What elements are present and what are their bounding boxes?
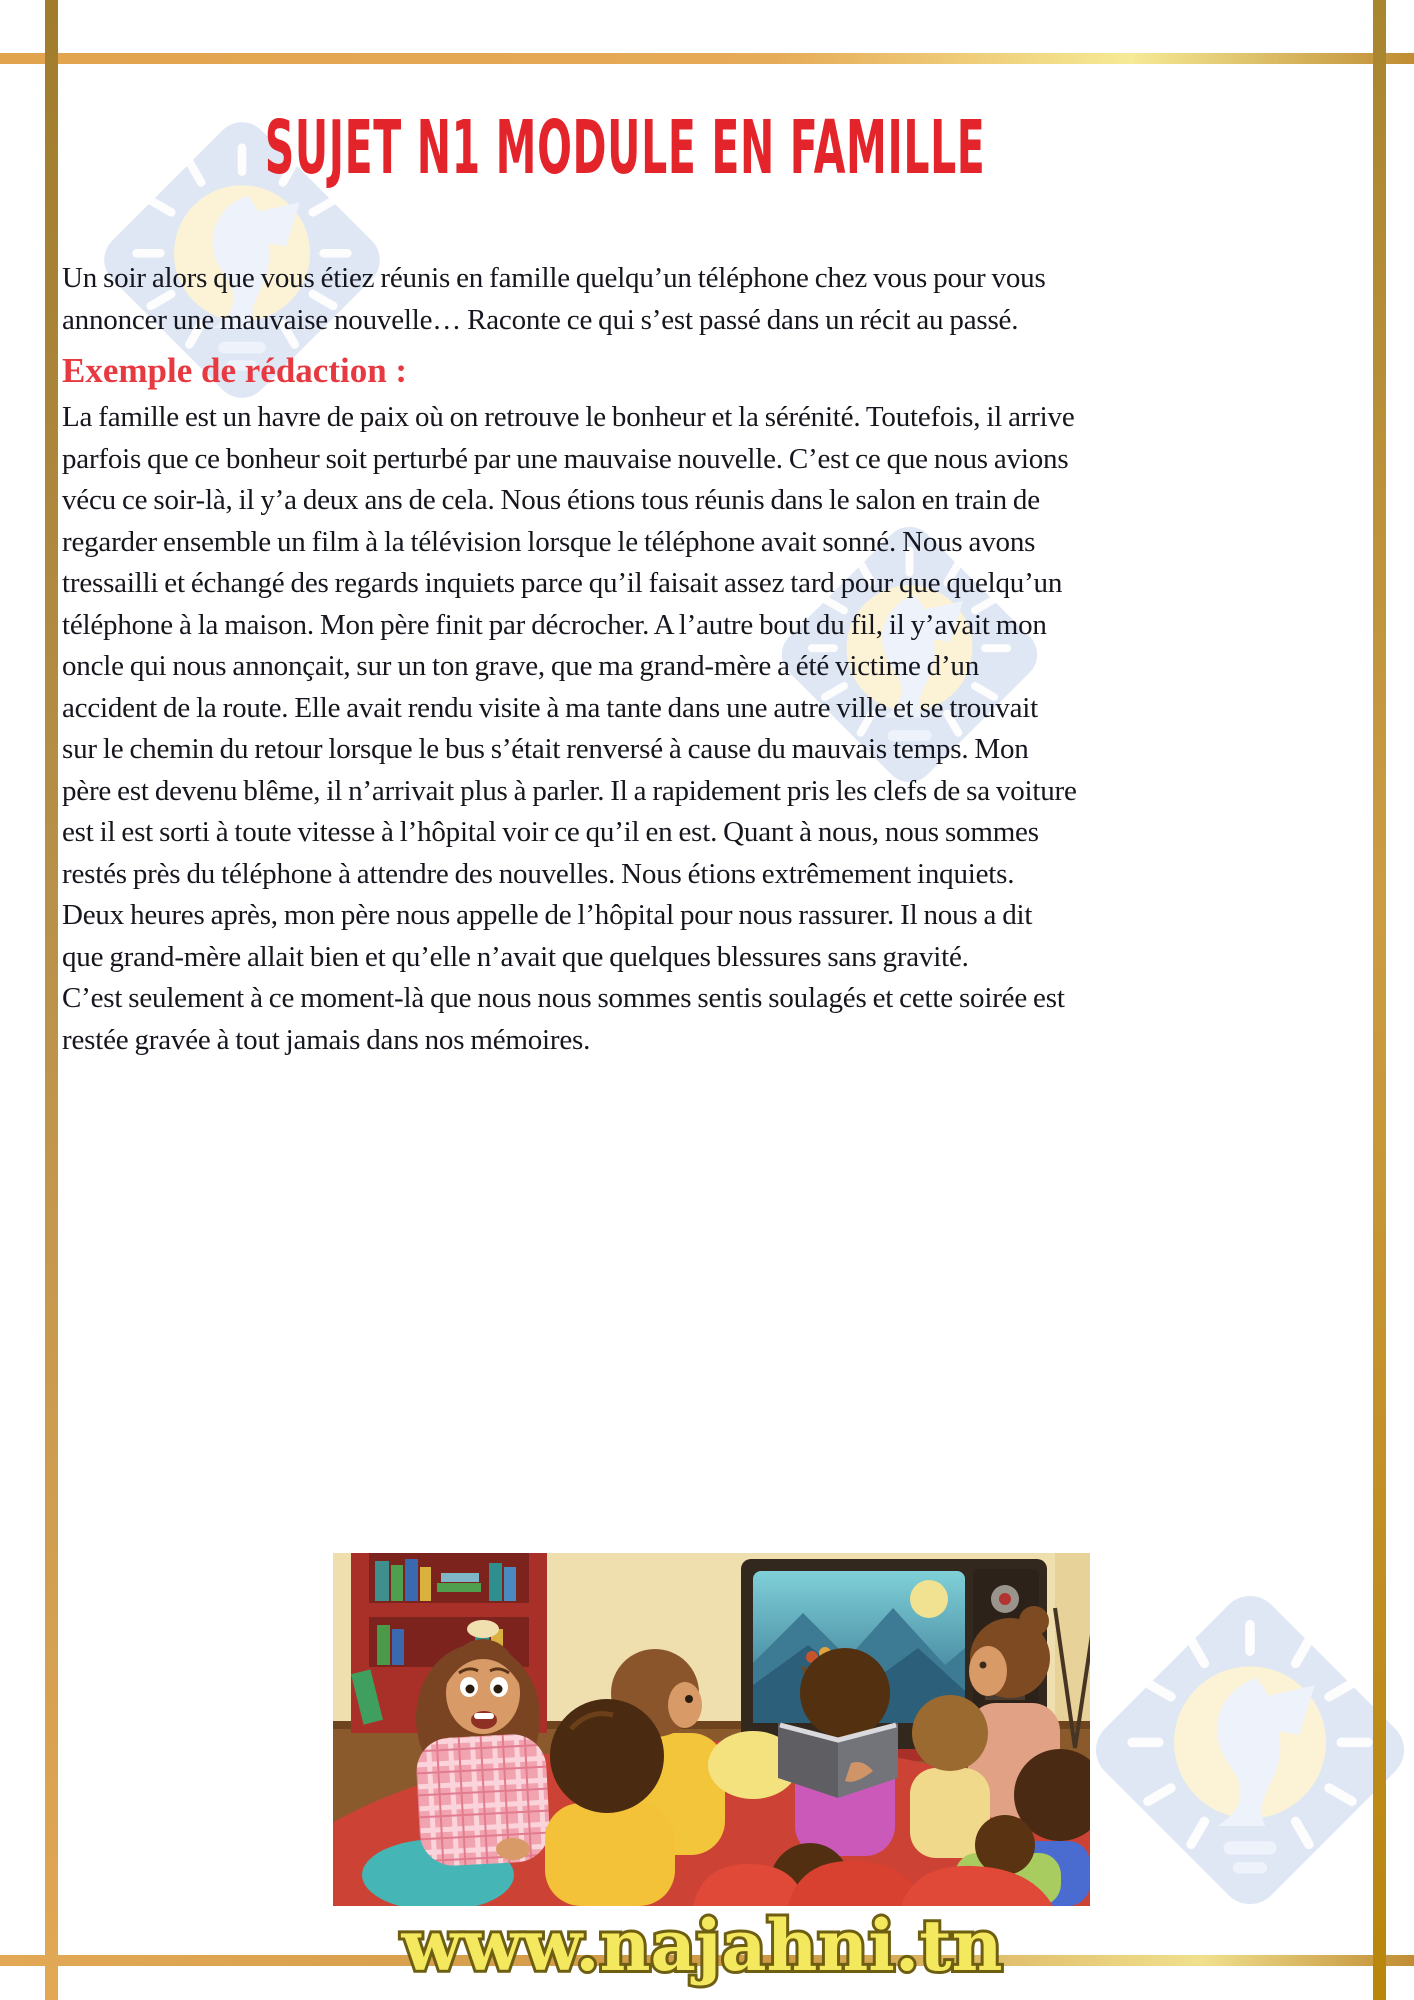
website-watermark-text: www.najahni.tn (401, 1904, 1003, 1987)
page-title (62, 106, 1078, 192)
frame-right-line (1373, 0, 1386, 2000)
essay-paragraph: C’est seulement à ce moment-là que nous nous sommes sentis soulagés et cette soirée est restée gravée à tout jamais dans nos mémoires. (62, 982, 1065, 1056)
prompt-paragraph: Un soir alors que vous étiez réunis en famille quelqu’un téléphone chez vous pour vous annoncer une mauvaise nouvelle… Raconte ce qui s’est passé dans un récit au passé. (62, 262, 1046, 336)
essay-paragraph: Deux heures après, mon père nous appelle de l’hôpital pour nous rassurer. Il nous a dit que grand-mère allait bien et qu’elle n’avait que quelques blessures sans gravité. (62, 899, 1033, 973)
frame-top-line (0, 53, 1414, 64)
page-title-text: SUJET N1 MODULE EN FAMILLE (264, 106, 986, 192)
website-watermark (392, 1896, 1012, 2000)
essay-text (62, 397, 1078, 1061)
frame-left-line (45, 0, 58, 2000)
essay-paragraph: La famille est un havre de paix où on retrouve le bonheur et la sérénité. Toutefois, il arrive parfois que ce bonheur soit perturbé par une mauvaise nouvelle. C’est ce que nous avions vécu ce soir-là, il y’a deux ans de cela. Nous étions tous réunis dans le salon en train de regarder ensemble un film à la télévision lorsque le téléphone avait sonné. Nous avons tressailli et échangé des regards inquiets parce qu’il faisait assez tard pour que quelqu’un téléphone à la maison. Mon père finit par décrocher. A l’autre bout du fil, il y’avait mon oncle qui nous annonçait, sur un ton grave, que ma grand-mère a été victime d’un accident de la route. Elle avait rendu visite à ma tante dans une autre ville et se trouvait sur le chemin du retour lorsque le bus s’était renversé à cause du mauvais temps. Mon père est devenu blême, il n’arrivait plus à parler. Il a rapidement pris les clefs de sa voiture est il est sorti à toute vitesse à l’hôpital voir ce qu’il en est. Quant à nous, nous sommes restés près du téléphone à attendre des nouvelles. Nous étions extrêmement inquiets. (62, 401, 1077, 890)
najahni-logo-watermark (1060, 1560, 1414, 1940)
section-heading: Exemple de rédaction : (62, 351, 408, 390)
document-body (62, 106, 1078, 1061)
family-tv-illustration (333, 1553, 1090, 1906)
